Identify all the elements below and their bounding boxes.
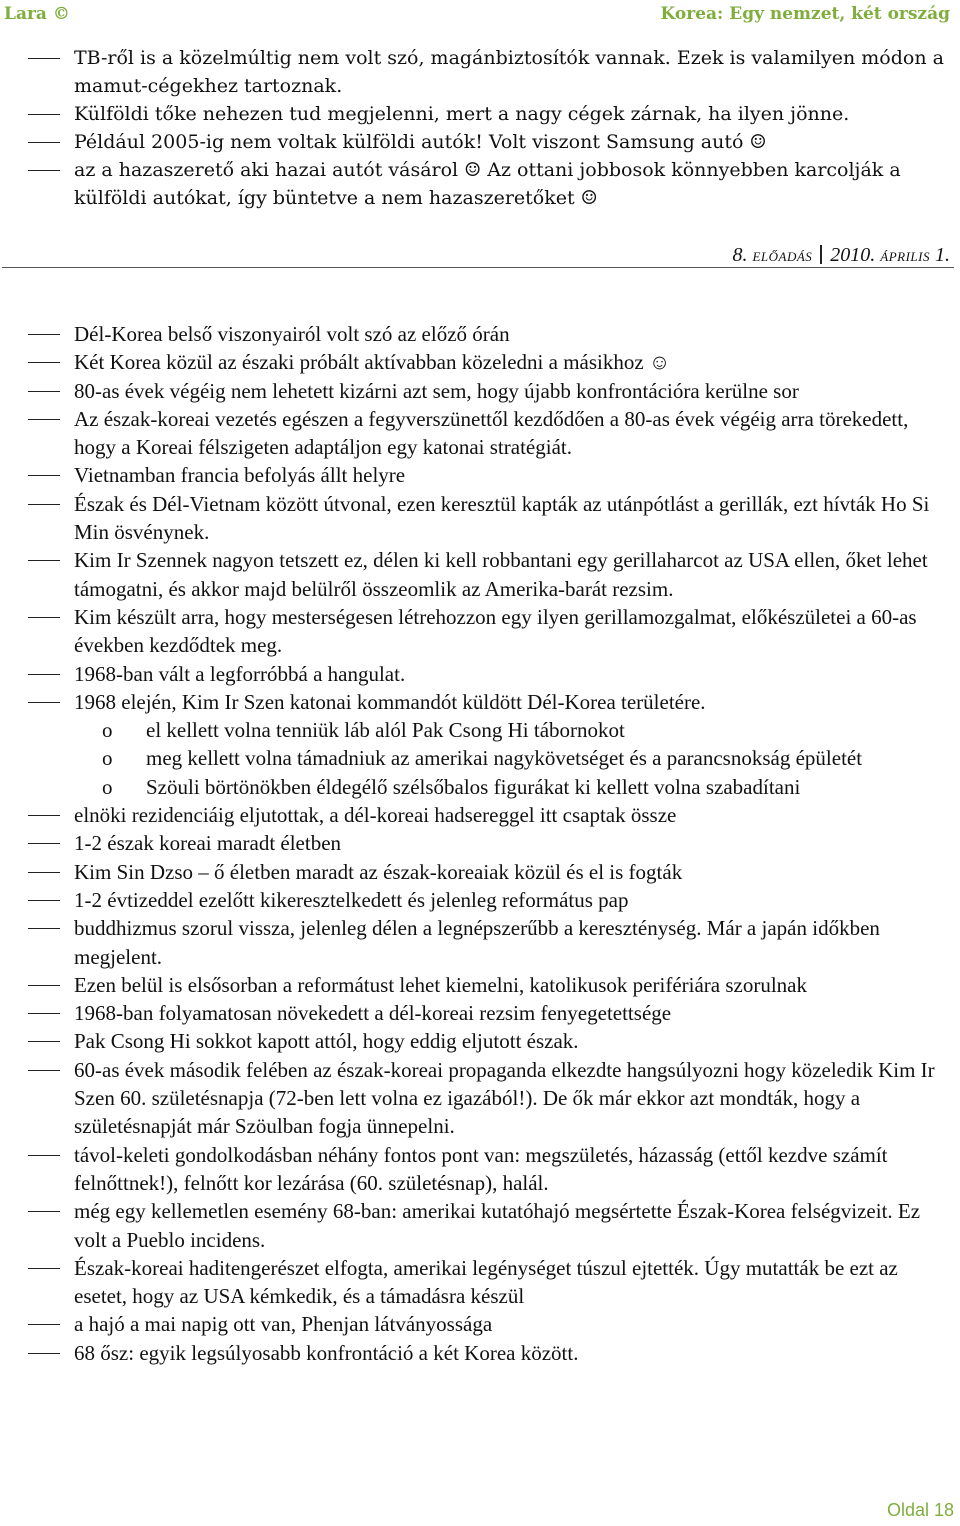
list-item (0, 156, 960, 212)
list-item-text: TB-ről is a közelmúltig nem volt szó, magánbiztosítók vannak. Ezek is valamilyen módon a mamut-cégekhez tartoznak. (74, 47, 944, 97)
list-item-text: 1968 elején, Kim Ir Szen katonai kommandót küldött Dél-Korea területére. (74, 689, 706, 714)
dash-bullet (28, 1211, 60, 1212)
list-item (0, 660, 960, 688)
list-item-text: Vietnamban francia befolyás állt helyre (74, 463, 406, 488)
dash-bullet (28, 872, 60, 873)
list-item (0, 1027, 960, 1055)
list-item-text: Pak Csong Hi sokkot kapott attól, hogy eddig eljutott észak. (74, 1029, 579, 1054)
lecture-month: ÁPRILIS (880, 249, 930, 264)
list-item (0, 858, 960, 886)
dash-bullet (28, 1070, 60, 1071)
section-heading (732, 244, 950, 267)
list-item-text: távol-keleti gondolkodásban néhány fontos pont van: megszületés, házasság (ettől kezdve számít felnőttnek!), felnőtt kor lezárása (60. születésnap), halál. (74, 1142, 888, 1195)
list-item-text: Kim Ir Szennek nagyon tetszett ez, délen ki kell robbantani egy gerillaharcot az USA ellen, őket lehet támogatni, és akkor majd belülről összeomlik az Amerika-barát rezsim. (74, 548, 928, 601)
list-item (0, 348, 960, 376)
sub-list-item (0, 773, 960, 801)
section-rule (2, 267, 954, 268)
dash-bullet (28, 985, 60, 986)
header-title: Korea: Egy nemzet, két ország (660, 4, 950, 24)
list-item (0, 490, 960, 547)
list-item-text: 1968-ban folyamatosan növekedett a dél-koreai rezsim fenyegetettsége (74, 1001, 672, 1026)
list-item (0, 999, 960, 1027)
dash-bullet (28, 843, 60, 844)
list-item (0, 914, 960, 971)
dash-bullet (28, 815, 60, 816)
list-item (0, 1056, 960, 1141)
list-item (0, 971, 960, 999)
dash-bullet (28, 1041, 60, 1042)
list-item (0, 1254, 960, 1311)
circle-bullet: o (102, 774, 113, 799)
list-item-text: 60-as évek második felében az észak-koreai propaganda elkezdte hangsúlyozni hogy közeledik Kim Ir Szen 60. születésnapja (72-ben lett volna ez igazából!). De ők már ekkor azt mondták, hogy a születésnapját már Szöulban fogja ünnepelni. (74, 1057, 935, 1139)
dash-bullet (28, 475, 60, 476)
dash-bullet (28, 1324, 60, 1325)
dash-bullet (28, 504, 60, 505)
list-item-text: Ezen belül is elsősorban a reformátust lehet kiemelni, katolikusok perifériára szorulnak (74, 972, 808, 997)
notes-list-intro (0, 44, 960, 212)
sub-list-item-text: meg kellett volna támadniuk az amerikai nagykövetséget és a parancsnokság épületét (146, 746, 863, 771)
lecture-day: 1. (935, 244, 950, 266)
sub-list-item-text: Szöuli börtönökben éldegélő szélsőbalos figurákat ki kellett volna szabadítani (146, 774, 801, 799)
list-item (0, 829, 960, 857)
lecture-word: ELŐADÁS (752, 249, 813, 264)
dash-bullet (28, 114, 60, 115)
list-item (0, 546, 960, 603)
list-item-text: 1968-ban vált a legforróbbá a hangulat. (74, 661, 406, 686)
dash-bullet (28, 1013, 60, 1014)
dash-bullet (28, 560, 60, 561)
dash-bullet (28, 362, 60, 363)
lecture-number: 8. (732, 244, 748, 266)
lecture-year: 2010. (830, 244, 876, 266)
dash-bullet (28, 1268, 60, 1269)
list-item (0, 377, 960, 405)
list-item (0, 44, 960, 100)
list-item-text: Dél-Korea belső viszonyairól volt szó az előző órán (74, 322, 510, 346)
dash-bullet (28, 928, 60, 929)
circle-bullet: o (102, 746, 113, 771)
list-item-text: 1-2 észak koreai maradt életben (74, 831, 342, 856)
dash-bullet (28, 1353, 60, 1354)
list-item (0, 1339, 960, 1367)
list-item (0, 128, 960, 156)
list-item (0, 801, 960, 829)
list-item-text: Észak és Dél-Vietnam között útvonal, ezen keresztül kapták az utánpótlást a gerillák, ezt hívták Ho Si Min ösvénynek. (74, 491, 930, 545)
dash-bullet (28, 617, 60, 618)
notes-list-main (0, 320, 960, 1367)
list-item-text: az a hazaszerető aki hazai autót vásárol ☺ Az ottani jobbosok könnyebben karcolják a külföldi autókat, így büntetve a nem hazaszeretőket ☺ (74, 159, 901, 209)
list-item-text: Két Korea közül az északi próbált aktívabban közeledni a másikhoz ☺ (74, 350, 671, 375)
dash-bullet (28, 1155, 60, 1156)
list-item (0, 100, 960, 128)
heading-separator (820, 245, 822, 264)
list-item (0, 1197, 960, 1254)
list-item-text: elnöki rezidenciáig eljutottak, a dél-koreai hadsereggel itt csaptak össze (74, 803, 677, 828)
dash-bullet (28, 674, 60, 675)
list-item (0, 688, 960, 716)
list-item-text: Például 2005-ig nem voltak külföldi autók! Volt viszont Samsung autó ☺ (74, 131, 767, 153)
dash-bullet (28, 900, 60, 901)
list-item (0, 461, 960, 489)
dash-bullet (28, 334, 60, 335)
list-item-text: 68 ősz: egyik legsúlyosabb konfrontáció a két Korea között. (74, 1340, 579, 1365)
list-item-text: Az észak-koreai vezetés egészen a fegyverszünettől kezdődően a 80-as évek végéig arra törekedett, hogy a Koreai félszigeten adaptáljon egy katonai stratégiát. (74, 406, 909, 460)
dash-bullet (28, 419, 60, 420)
list-item-text: 80-as évek végéig nem lehetett kizárni azt sem, hogy újabb konfrontációra kerülne sor (74, 378, 799, 403)
list-item (0, 405, 960, 462)
list-item-text: Kim Sin Dzso – ő életben maradt az észak-koreaiak közül és el is fogták (74, 859, 683, 884)
dash-bullet (28, 702, 60, 703)
list-item-text: Külföldi tőke nehezen tud megjelenni, mert a nagy cégek zárnak, ha ilyen jönne. (74, 103, 850, 125)
sub-list-item (0, 744, 960, 772)
list-item-text: a hajó a mai napig ott van, Phenjan látványossága (74, 1312, 493, 1337)
dash-bullet (28, 391, 60, 392)
list-item (0, 320, 960, 348)
list-item-text: Észak-koreai haditengerészet elfogta, amerikai legénységet túszul ejtették. Úgy mutatták be ezt az esetet, hogy az USA kémkedik, és a támadásra készül (74, 1255, 898, 1309)
sub-list-item-text: el kellett volna tenniük láb alól Pak Csong Hi tábornokot (146, 718, 625, 743)
list-item (0, 603, 960, 660)
circle-bullet: o (102, 718, 113, 743)
list-item (0, 1310, 960, 1338)
page-number: Oldal 18 (886, 1500, 954, 1520)
list-item-text: buddhizmus szorul vissza, jelenleg délen a legnépszerűbb a kereszténység. Már a japán időkben megjelent. (74, 916, 880, 969)
dash-bullet (28, 170, 60, 171)
list-item-text: Kim készült arra, hogy mesterségesen létrehozzon egy ilyen gerillamozgalmat, előkészületei a 60-as években kezdődtek meg. (74, 604, 917, 658)
header-author: Lara © (4, 4, 70, 24)
list-item-text: még egy kellemetlen esemény 68-ban: amerikai kutatóhajó megsértette Észak-Korea felségvizeit. Ez volt a Pueblo incidens. (74, 1199, 921, 1252)
dash-bullet (28, 142, 60, 143)
sub-list-item (0, 716, 960, 744)
dash-bullet (28, 58, 60, 59)
list-item (0, 886, 960, 914)
list-item (0, 1141, 960, 1198)
list-item-text: 1-2 évtizeddel ezelőtt kikeresztelkedett és jelenleg református pap (74, 887, 629, 912)
